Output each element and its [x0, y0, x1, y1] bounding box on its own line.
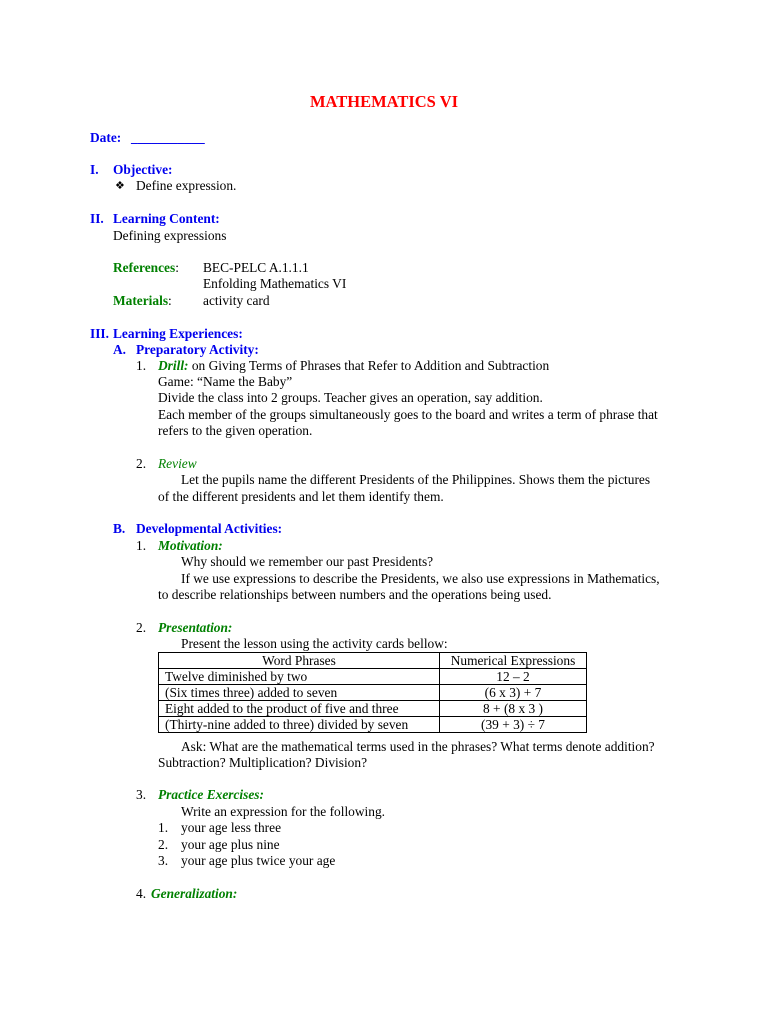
dev-heading: Developmental Activities:	[136, 521, 283, 536]
review-label: Review	[158, 456, 197, 471]
dev-letter: B.	[113, 521, 126, 536]
content-number: II.	[90, 211, 104, 226]
objective-number: I.	[90, 162, 99, 177]
table-header-word-phrases: Word Phrases	[159, 653, 440, 669]
practice-item-text: your age less three	[181, 820, 282, 835]
review-line-1: Let the pupils name the different Presidents of the Philippines. Shows them the pictures	[181, 472, 651, 487]
objective-item: Define expression.	[136, 178, 237, 193]
table-row	[159, 717, 587, 733]
motivation-line-2: If we use expressions to describe the Presidents, we also use expressions in Mathematics,	[181, 571, 660, 586]
ask-line-1: Ask: What are the mathematical terms used in the phrases? What terms denote addition?	[181, 739, 655, 754]
prep-heading: Preparatory Activity:	[136, 342, 259, 357]
table-cell-phrase: Eight added to the product of five and three	[159, 701, 440, 717]
motivation-number: 1.	[136, 538, 147, 553]
table-cell-expression: 8 + (8 x 3 )	[440, 701, 587, 717]
table-header-row	[159, 653, 587, 669]
drill-line	[158, 358, 549, 374]
prep-letter: A.	[113, 342, 127, 357]
references-label-text: References	[113, 260, 176, 275]
content-heading: Learning Content:	[113, 211, 220, 226]
experiences-heading: Learning Experiences:	[113, 326, 243, 341]
presentation-intro: Present the lesson using the activity cards bellow:	[181, 636, 448, 651]
date-blank: ___________	[131, 130, 205, 145]
motivation-label: Motivation:	[158, 538, 223, 553]
motivation-line-1: Why should we remember our past Presidents?	[181, 554, 434, 569]
references-label: References:	[113, 260, 179, 275]
materials-label-text: Materials	[113, 293, 169, 308]
practice-label: Practice Exercises:	[158, 787, 264, 802]
presentation-label: Presentation:	[158, 620, 233, 635]
ask-line-2: Subtraction? Multiplication? Division?	[158, 755, 368, 770]
generalization-number: 4.	[136, 886, 147, 901]
page-title: MATHEMATICS VI	[309, 92, 459, 111]
experiences-number: III.	[90, 326, 109, 341]
table-cell-phrase: (Six times three) added to seven	[159, 685, 440, 701]
date-label: Date:	[90, 130, 122, 145]
reference-1: BEC-PELC A.1.1.1	[203, 260, 309, 275]
review-line-2: of the different presidents and let them identify them.	[158, 489, 444, 504]
practice-item-number: 2.	[158, 837, 169, 852]
drill-refers: refers to the given operation.	[158, 423, 313, 438]
activity-card-table	[158, 652, 587, 733]
objective-heading: Objective:	[113, 162, 173, 177]
drill-label: Drill:	[158, 358, 189, 373]
content-text: Defining expressions	[113, 228, 227, 243]
drill-text: on Giving Terms of Phrases that Refer to Addition and Subtraction	[188, 358, 550, 373]
drill-divide: Divide the class into 2 groups. Teacher gives an operation, say addition.	[158, 390, 543, 405]
materials-value: activity card	[203, 293, 270, 308]
table-row	[159, 701, 587, 717]
table-row	[159, 669, 587, 685]
practice-item-number: 1.	[158, 820, 169, 835]
table-row	[159, 685, 587, 701]
presentation-number: 2.	[136, 620, 147, 635]
objective-bullet-icon: ❖	[115, 179, 125, 192]
table-cell-expression: (6 x 3) + 7	[440, 685, 587, 701]
table-cell-phrase: Twelve diminished by two	[159, 669, 440, 685]
materials-label: Materials:	[113, 293, 172, 308]
table-cell-phrase: (Thirty-nine added to three) divided by seven	[159, 717, 440, 733]
drill-game: Game: “Name the Baby”	[158, 374, 293, 389]
practice-item-text: your age plus twice your age	[181, 853, 336, 868]
table-cell-expression: (39 + 3) ÷ 7	[440, 717, 587, 733]
drill-each-member: Each member of the groups simultaneously goes to the board and writes a term of phrase that	[158, 407, 658, 422]
review-number: 2.	[136, 456, 147, 471]
practice-item-text: your age plus nine	[181, 837, 280, 852]
table-header-numerical-expressions: Numerical Expressions	[440, 653, 587, 669]
practice-intro: Write an expression for the following.	[181, 804, 385, 819]
motivation-line-3: to describe relationships between numbers and the operations being used.	[158, 587, 552, 602]
practice-item-number: 3.	[158, 853, 169, 868]
reference-2: Enfolding Mathematics VI	[203, 276, 347, 291]
drill-number: 1.	[136, 358, 147, 373]
generalization-label: Generalization:	[151, 886, 238, 901]
practice-number: 3.	[136, 787, 147, 802]
table-cell-expression: 12 – 2	[440, 669, 587, 685]
